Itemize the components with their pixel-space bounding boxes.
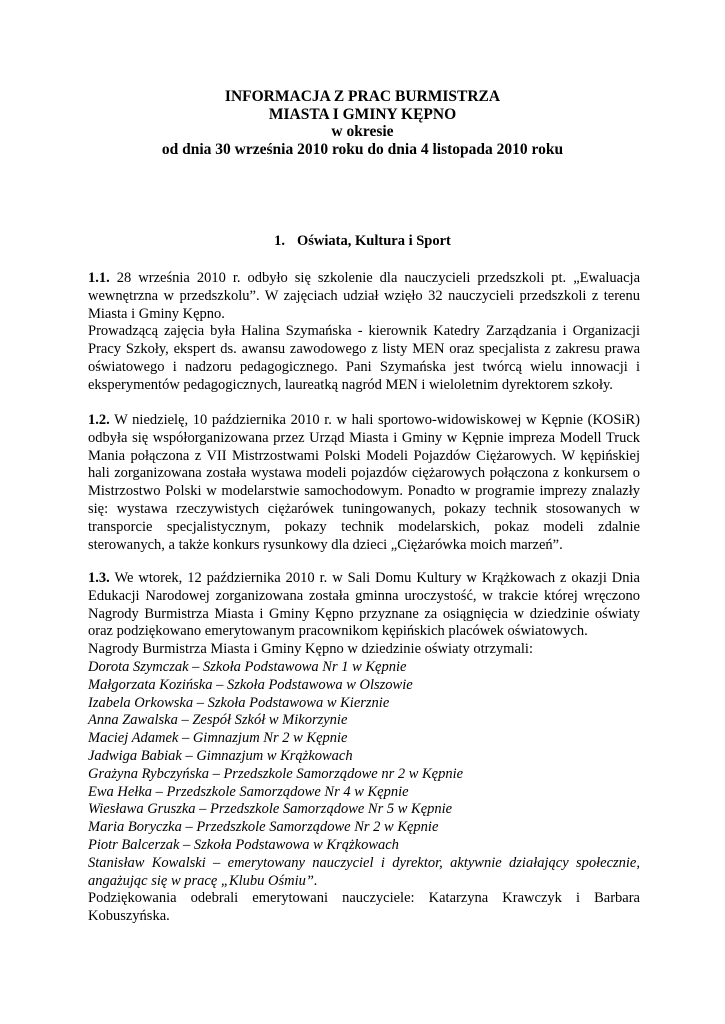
paragraph-text: W niedzielę, 10 października 2010 r. w hali sportowo-widowiskowej w Kępnie (KOSiR): [114, 412, 640, 428]
awardee-item: Maria Boryczka – Przedszkole Samorządowe Nr 2 w Kępnie: [88, 819, 439, 836]
awardee-item: Stanisław Kowalski – emerytowany nauczyciel i dyrektor, aktywnie działający społecznie,: [88, 854, 640, 871]
awardee-item: Piotr Balcerzak – Szkoła Podstawowa w Krążkowach: [88, 836, 399, 853]
title-line-3: w okresie: [331, 123, 394, 140]
paragraph-text: We wtorek, 12 października 2010 r. w Sali Domu Kultury w Krążkowach z okazji Dnia: [114, 570, 640, 586]
paragraph-line: Prowadzącą zajęcia była Halina Szymańska - kierownik Katedry Zarządzania i Organizacji: [88, 323, 640, 340]
paragraph-line: Miasta i Gminy Kępno.: [88, 305, 225, 322]
paragraph-line: [88, 570, 640, 588]
paragraph-line: hali zorganizowana została wystawa modeli pojazdów ciężarowych połączona z konkursem o: [88, 465, 640, 482]
paragraph-line: wewnętrzna w przedszkolu”. W zajęciach udział wzięło 32 nauczycieli przedszkoli z terenu: [88, 287, 640, 304]
paragraph-label: 1.1.: [88, 270, 110, 286]
closing-line: Podziękowania odebrali emerytowani nauczyciele: Katarzyna Krawczyk i Barbara: [88, 890, 640, 907]
document-title: [0, 88, 725, 158]
awardee-item: Anna Zawalska – Zespół Szkół w Mikorzynie: [88, 712, 348, 729]
paragraph-line: się: wystawa rzeczywistych ciężarówek tuningowanych, pokazy technik stosowanych w: [88, 500, 640, 517]
section-number: 1.: [274, 233, 285, 249]
awardee-item: Wiesława Gruszka – Przedszkole Samorządowe Nr 5 w Kępnie: [88, 801, 453, 818]
paragraph-text: 28 września 2010 r. odbyło się szkolenie dla nauczycieli przedszkoli pt. „Ewaluacja: [116, 270, 641, 286]
paragraph-label: 1.2.: [88, 412, 110, 428]
paragraph-1-3: [88, 570, 640, 926]
paragraph-line: Mistrzostwo Polski w modelarstwie samochodowym. Ponadto w programie imprezy znalazły: [88, 483, 640, 500]
awardee-item: Ewa Hełka – Przedszkole Samorządowe Nr 4 w Kępnie: [88, 783, 409, 800]
awardee-item: Grażyna Rybczyńska – Przedszkole Samorządowe nr 2 w Kępnie: [88, 765, 464, 782]
awardee-item: Małgorzata Kozińska – Szkoła Podstawowa w Olszowie: [88, 676, 413, 693]
closing-line: Kobuszyńska.: [88, 908, 170, 925]
paragraph-line: [88, 270, 640, 288]
title-line-2: MIASTA I GMINY KĘPNO: [268, 105, 457, 123]
paragraph-line: eksperymentów pedagogicznych, laureatką nagród MEN i wieloletnim dyrektorem szkoły.: [88, 376, 613, 393]
paragraph-line: [88, 412, 640, 430]
paragraph-line: Nagrody Burmistrza Miasta i Gminy Kępno przyznane za osiągnięcia w dziedzinie oświaty: [88, 605, 640, 622]
paragraph-1-1: [88, 270, 640, 395]
paragraph-line: Edukacji Narodowej zorganizowana została gminna uroczystość, w trakcie której wręczono: [88, 587, 640, 604]
paragraph-line: Mania połączona z VII Mistrzostwami Polski Modeli Pojazdów Ciężarowych. W kępińskiej: [88, 447, 640, 464]
awardee-item: Dorota Szymczak – Szkoła Podstawowa Nr 1 w Kępnie: [88, 658, 407, 675]
awardee-item: Jadwiga Babiak – Gimnazjum w Krążkowach: [88, 747, 353, 764]
title-line-4: od dnia 30 września 2010 roku do dnia 4 listopada 2010 roku: [161, 140, 564, 158]
section-heading: [0, 233, 725, 250]
paragraph-line: Nagrody Burmistrza Miasta i Gminy Kępno w dziedzinie oświaty otrzymali:: [88, 641, 533, 658]
paragraph-label: 1.3.: [88, 570, 110, 586]
paragraph-line: oraz podziękowano emerytowanym pracownikom kępińskich placówek oświatowych.: [88, 623, 588, 640]
awardee-item: Maciej Adamek – Gimnazjum Nr 2 w Kępnie: [88, 730, 348, 747]
paragraph-line: oświatowego i nadzoru pedagogicznego. Pani Szymańska jest twórcą wielu innowacji i: [88, 358, 640, 375]
title-line-1: INFORMACJA Z PRAC BURMISTRZA: [224, 88, 501, 105]
paragraph-line: Pracy Szkoły, ekspert ds. awansu zawodowego z listy MEN oraz specjalista z zakresu prawa: [88, 341, 640, 358]
awardee-item: angażując się w pracę „Klubu Ośmiu”.: [88, 872, 318, 889]
paragraph-1-2: [88, 412, 640, 554]
awardee-item: Izabela Orkowska – Szkoła Podstawowa w Kierznie: [88, 694, 390, 711]
paragraph-line: odbyła się współorganizowana przez Urząd Miasta i Gminy w Kępnie impreza Modell Truck: [88, 429, 640, 446]
paragraph-line: transporcie specjalistycznym, pokazy technik modelarskich, pokaz modeli zdalnie: [88, 518, 640, 535]
paragraph-line: sterowanych, a także konkurs rysunkowy dla dzieci „Ciężarówka moich marzeń”.: [88, 536, 563, 553]
section-title: Oświata, Kultura i Sport: [297, 233, 451, 249]
